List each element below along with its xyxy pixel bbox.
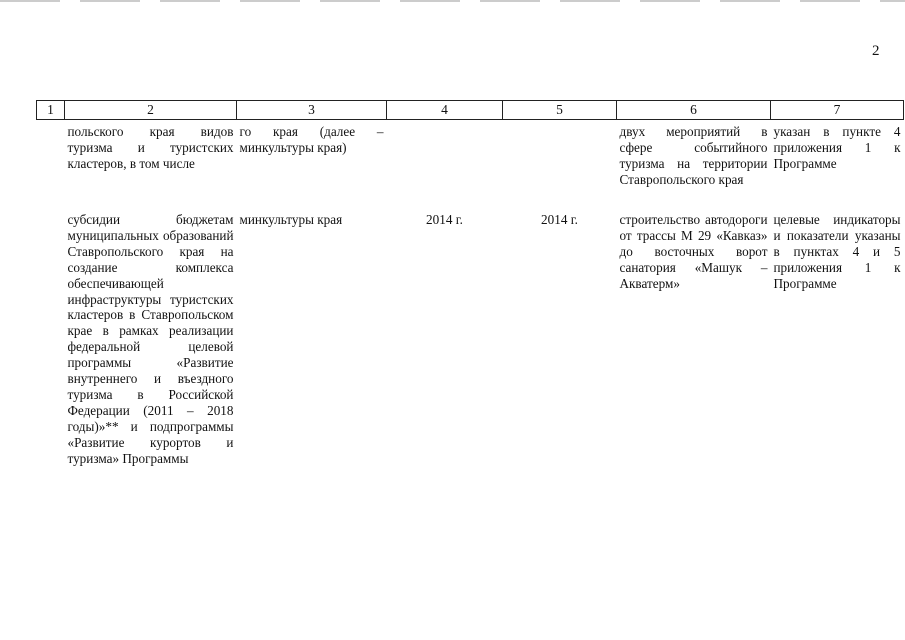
start-date-cell xyxy=(387,120,503,209)
page-top-edge xyxy=(0,0,905,2)
end-date-cell: 2014 г. xyxy=(541,212,578,227)
table-row xyxy=(37,120,904,209)
measure-name-cell: польского края видов туризма и туристских кластеров, в том числе xyxy=(67,124,234,171)
column-header-3: 3 xyxy=(237,101,387,120)
column-header-5: 5 xyxy=(503,101,617,120)
end-date-cell xyxy=(503,120,617,209)
program-measures-table xyxy=(36,100,904,467)
executor-cell: минкультуры края xyxy=(239,212,343,227)
table-row xyxy=(37,208,904,467)
expected-result-cell: двух мероприятий в сфере событийного туризма на территории Ставропольского края xyxy=(619,124,768,187)
row-number-cell xyxy=(37,208,65,467)
page-number: 2 xyxy=(872,43,880,59)
expected-result-cell: строительство автодороги от трассы М 29 «Кавказ» до восточных ворот санатория «Машук – Акватерм» xyxy=(619,212,768,291)
indicator-link-cell: целевые индикаторы и показатели указаны в пунктах 4 и 5 приложения 1 к Программе xyxy=(773,212,901,291)
column-header-1: 1 xyxy=(37,101,65,120)
column-number-header-row xyxy=(37,101,904,120)
executor-cell: го края (далее – минкультуры края) xyxy=(239,124,384,155)
row-number-cell xyxy=(37,120,65,209)
column-header-6: 6 xyxy=(617,101,771,120)
column-header-7: 7 xyxy=(771,101,904,120)
column-header-2: 2 xyxy=(65,101,237,120)
start-date-cell: 2014 г. xyxy=(426,212,463,227)
column-header-4: 4 xyxy=(387,101,503,120)
indicator-link-cell: указан в пункте 4 приложения 1 к Программе xyxy=(773,124,901,171)
measure-name-cell: субсидии бюджетам муниципальных образований Ставропольского края на создание комплекса обеспечивающей инфраструктуры туристских кластеров в Ставропольском крае в рамках реализации федеральной целевой программы «Развитие внутреннего и въездного туризма в Российской Федерации (2011 – 2018 годы)»** и подпрограммы «Развитие курортов и туризма» Программы xyxy=(67,212,234,466)
